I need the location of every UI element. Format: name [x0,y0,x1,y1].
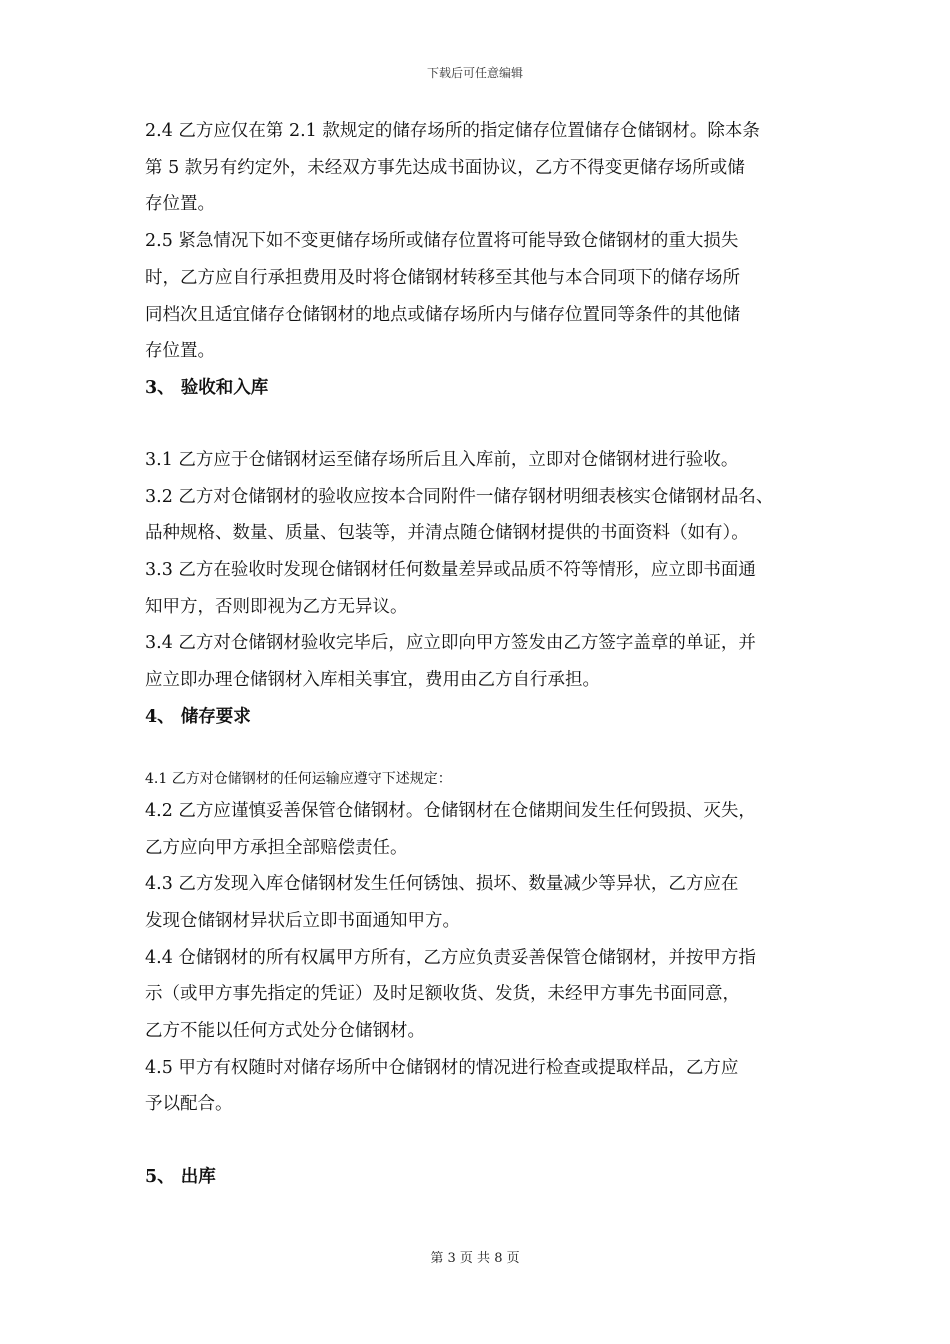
text-line: 存位置。 [145,194,215,215]
text-line: 予以配合。 [145,1094,233,1115]
text-line: 4.1 乙方对仓储钢材的任何运输应遵守下述规定： [145,770,452,787]
text-line: 3.3 乙方在验收时发现仓储钢材任何数量差异或品质不符等情形，应立即书面通 [145,560,756,581]
page-footer: 第 3 页 共 8 页 [430,1251,520,1266]
document-body [145,113,825,1195]
section-heading-5: 5、 出库 [145,1167,216,1188]
text-line: 同档次且适宜储存仓储钢材的地点或储存场所内与储存位置同等条件的其他储 [145,304,740,325]
text-line: 时，乙方应自行承担费用及时将仓储钢材转移至其他与本合同项下的储存场所 [145,267,740,288]
text-line: 发现仓储钢材异状后立即书面通知甲方。 [145,910,460,931]
text-line: 3.1 乙方应于仓储钢材运至储存场所后且入库前，立即对仓储钢材进行验收。 [145,449,739,470]
text-line: 乙方不能以任何方式处分仓储钢材。 [145,1021,425,1042]
text-line: 4.5 甲方有权随时对储存场所中仓储钢材的情况进行检查或提取样品，乙方应 [145,1057,739,1078]
text-line: 存位置。 [145,341,215,362]
text-line: 乙方应向甲方承担全部赔偿责任。 [145,837,408,858]
text-line: 应立即办理仓储钢材入库相关事宜，费用由乙方自行承担。 [145,670,600,691]
text-line: 品种规格、数量、质量、包装等，并清点随仓储钢材提供的书面资料（如有）。 [145,523,749,544]
text-line: 4.4 仓储钢材的所有权属甲方所有，乙方应负责妥善保管仓储钢材，并按甲方指 [145,947,756,968]
text-line: 2.4 乙方应仅在第 2.1 款规定的储存场所的指定储存位置储存仓储钢材。除本条 [145,121,760,141]
section-heading-4: 4、 储存要求 [145,706,251,727]
text-line: 4.3 乙方发现入库仓储钢材发生任何锈蚀、损坏、数量减少等异状，乙方应在 [145,874,739,895]
section-heading-3: 3、 验收和入库 [145,377,269,398]
text-line: 3.2 乙方对仓储钢材的验收应按本合同附件一储存钢材明细表核实仓储钢材品名、 [145,486,774,507]
text-line: 示（或甲方事先指定的凭证）及时足额收货、发货，未经甲方事先书面同意， [145,984,740,1005]
text-line: 第 5 款另有约定外，未经双方事先达成书面协议，乙方不得变更储存场所或储 [145,157,745,178]
text-line: 知甲方，否则即视为乙方无异议。 [145,596,408,617]
text-line: 4.2 乙方应谨慎妥善保管仓储钢材。仓储钢材在仓储期间发生任何毁损、灭失， [145,800,756,821]
text-line: 2.5 紧急情况下如不变更储存场所或储存位置将可能导致仓储钢材的重大损失 [145,231,739,252]
page-header: 下载后可任意编辑 [426,66,523,80]
text-line: 3.4 乙方对仓储钢材验收完毕后，应立即向甲方签发由乙方签字盖章的单证，并 [145,633,756,654]
